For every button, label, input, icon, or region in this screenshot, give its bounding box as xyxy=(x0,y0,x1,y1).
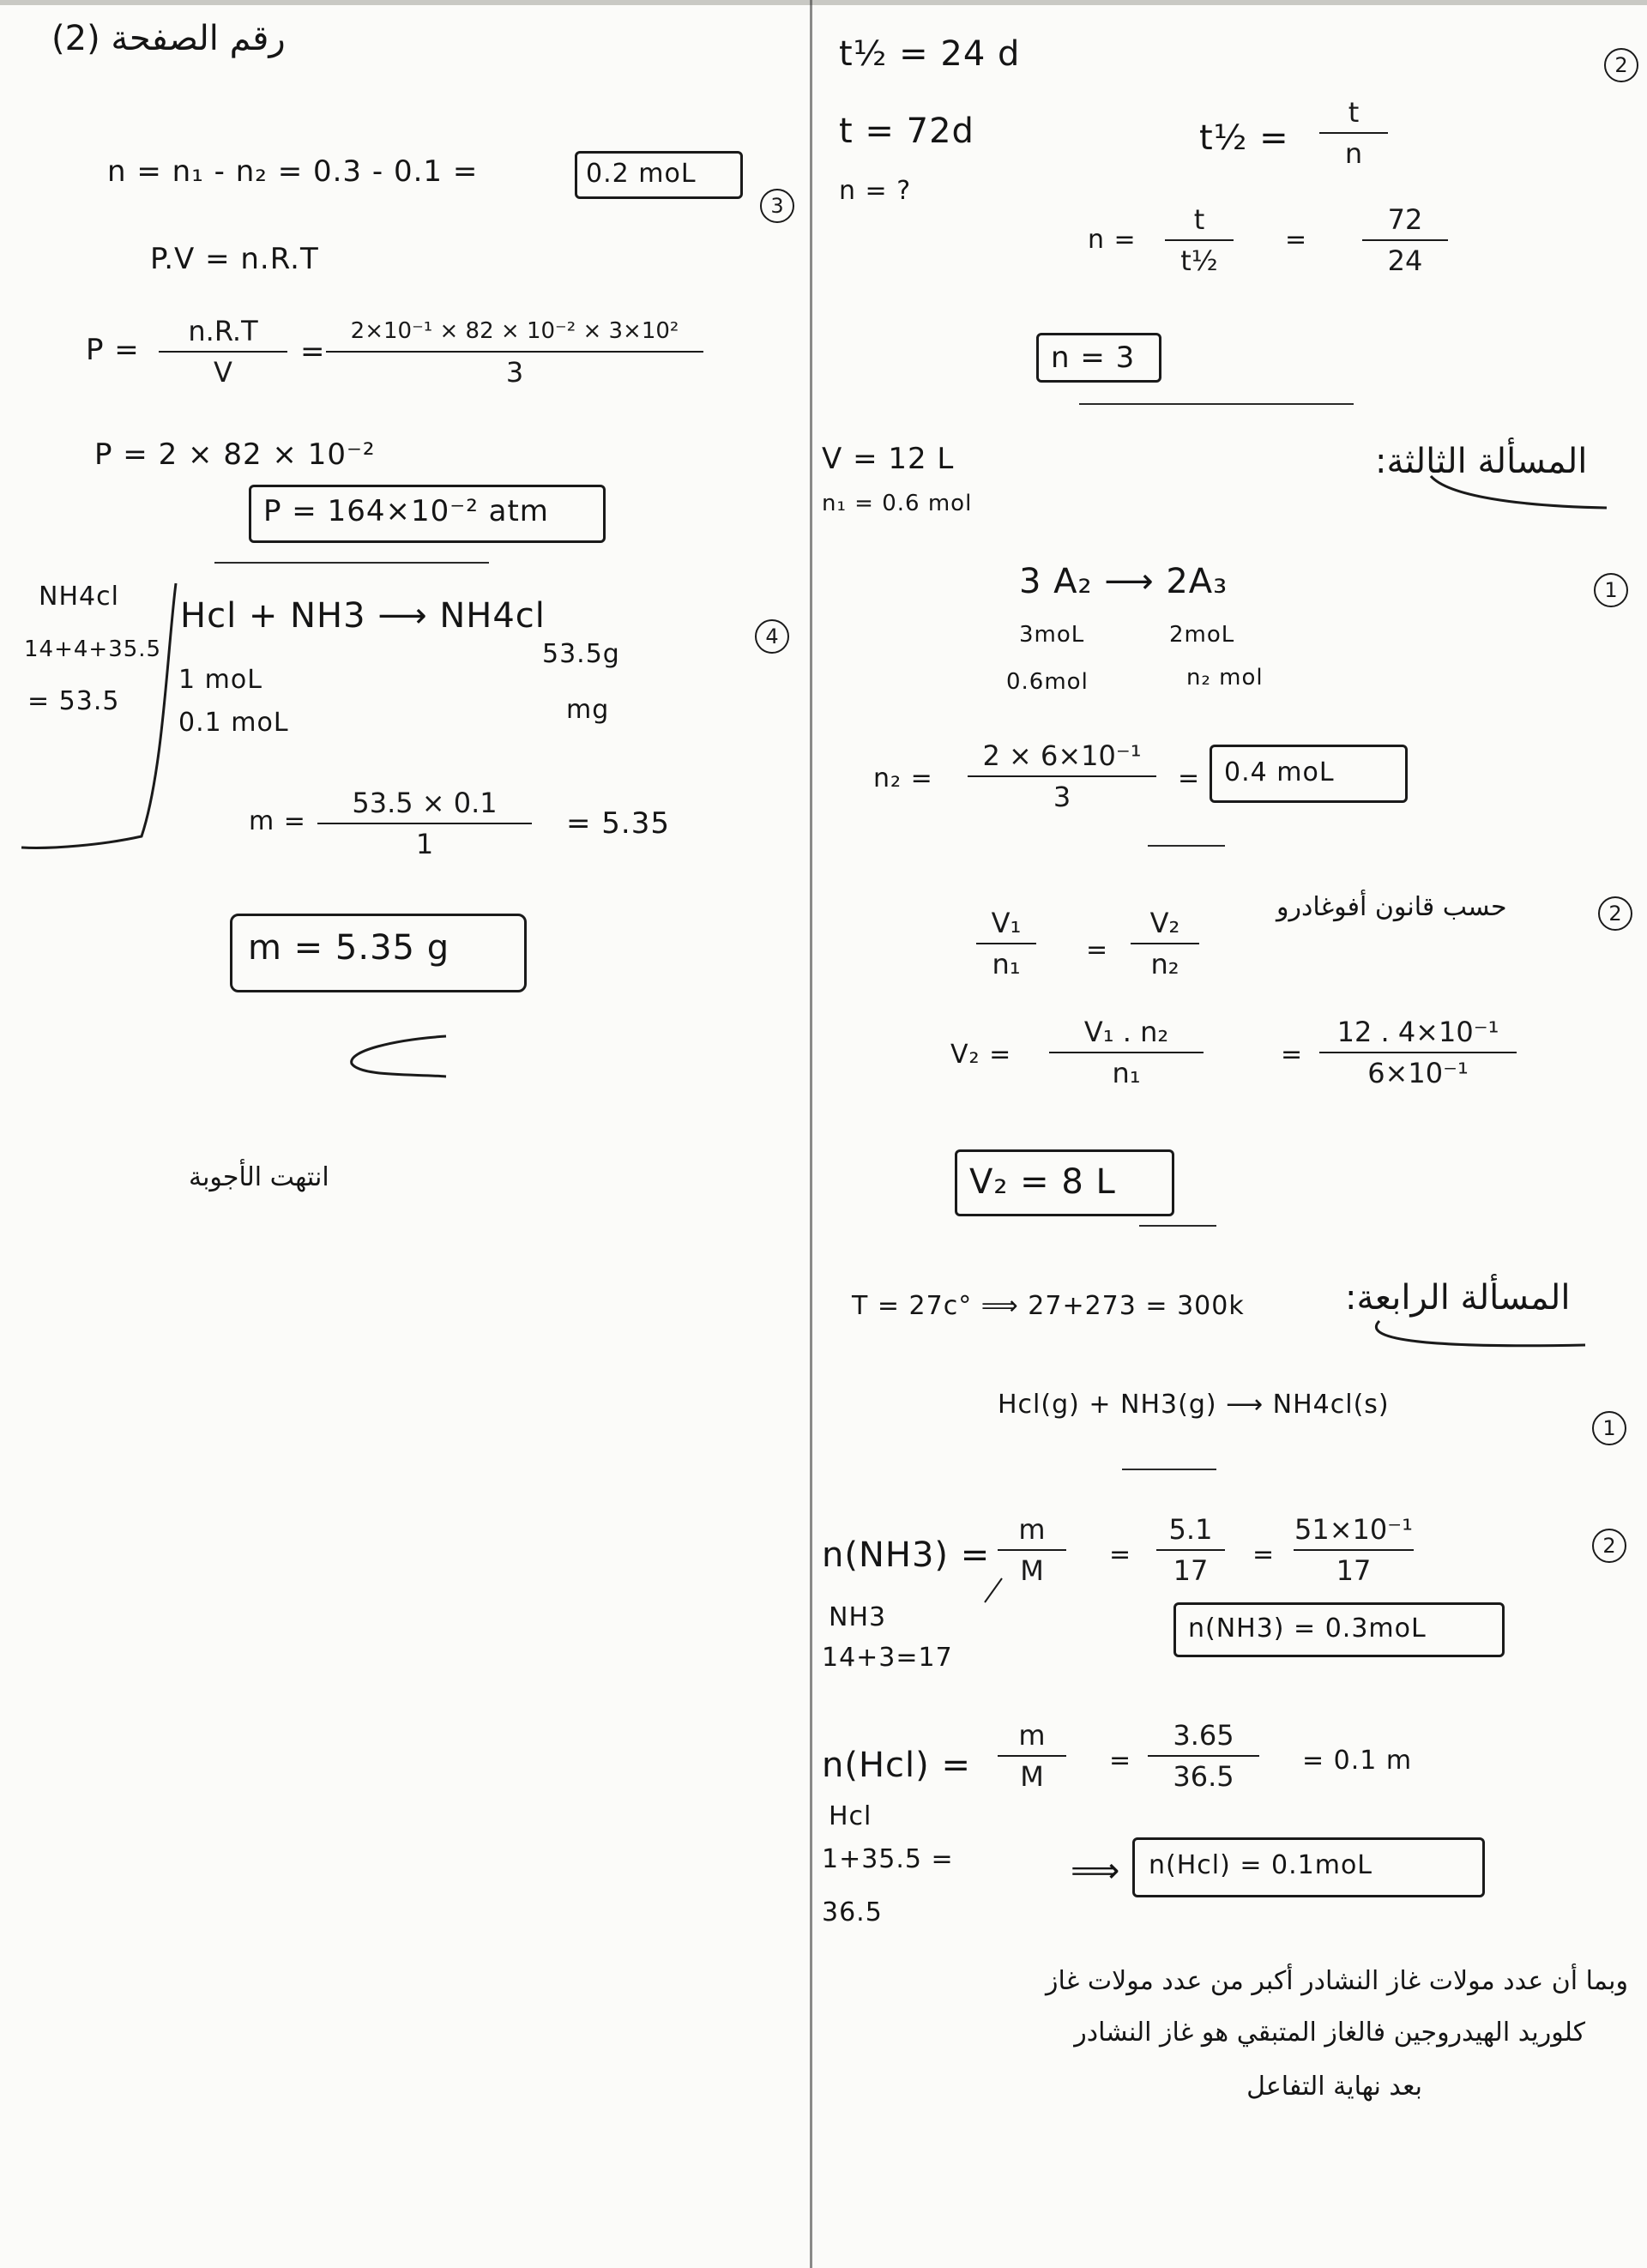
q4-mol-reference: 1 moL xyxy=(178,665,262,695)
q2-n-numerator: t xyxy=(1193,203,1205,236)
s4-hcl-result: n(Hcl) = 0.1moL xyxy=(1149,1850,1373,1880)
left-column xyxy=(0,0,810,2268)
equals-sign: = xyxy=(1086,935,1109,965)
left-handwritten-strokes xyxy=(0,0,810,2268)
s4-nh3-scientific-den: 17 xyxy=(1336,1554,1372,1587)
s3-v2-sub-denominator: 6×10⁻¹ xyxy=(1367,1057,1469,1089)
equals-sign: = xyxy=(1109,1746,1132,1776)
s4-nh3-formula-den: M xyxy=(1020,1554,1044,1587)
equals-sign: = xyxy=(1109,1540,1132,1570)
s4-nh3-scientific-num: 51×10⁻¹ xyxy=(1294,1513,1413,1546)
q2-n-denominator: t½ xyxy=(1180,244,1218,277)
q4-m-numerator: 53.5 × 0.1 xyxy=(352,787,498,819)
q3-p-sub-numerator: 2×10⁻¹ × 82 × 10⁻² × 3×10² xyxy=(350,318,679,344)
q4-number-badge: 4 xyxy=(755,619,789,654)
s3-avogadro-v1: V₁ xyxy=(991,907,1022,939)
equals-sign: = xyxy=(300,335,326,369)
q2-half-life: t½ = 24 d xyxy=(839,34,1021,74)
s4-hcl-value-result: = 0.1 m xyxy=(1302,1746,1413,1776)
s3-n2-numerator: 2 × 6×10⁻¹ xyxy=(982,739,1142,772)
s4-hcl-value-den: 36.5 xyxy=(1173,1760,1234,1793)
s3-avogadro-n2: n₂ xyxy=(1150,948,1179,980)
s3-v2-numerator: V₁ . n₂ xyxy=(1083,1016,1169,1048)
s4-nh3-formula-num: m xyxy=(1018,1513,1046,1546)
q3-p-sub-denominator: 3 xyxy=(505,356,524,389)
s4-conclusion-line2: كلوريد الهيدروجين فالغاز المتبقي هو غاز النشادر xyxy=(1074,2018,1585,2048)
s4-temperature: T = 27c° ⟹ 27+273 = 300k xyxy=(852,1291,1245,1321)
q2-n-value-denominator: 24 xyxy=(1387,244,1423,277)
q3-p-label: P = xyxy=(86,333,140,367)
q4-mol-given: 0.1 moL xyxy=(178,708,289,738)
section3-title: المسألة الثالثة: xyxy=(1375,442,1588,481)
s3-v2-sub-numerator: 12 . 4×10⁻¹ xyxy=(1336,1016,1499,1048)
s3-part1-badge: 1 xyxy=(1594,573,1628,607)
bracket-stroke xyxy=(21,583,176,847)
s4-hcl-molar-sum: 1+35.5 = xyxy=(822,1844,954,1874)
implies-arrow: ⟹ xyxy=(1071,1851,1121,1891)
s3-reaction: 3 A₂ ⟶ 2A₃ xyxy=(1019,562,1228,601)
s3-coef1: 3moL xyxy=(1019,622,1085,648)
q3-p-line2: P = 2 × 82 × 10⁻² xyxy=(94,437,376,472)
s3-avogadro-n1: n₁ xyxy=(992,948,1021,980)
s3-v2-label: V₂ = xyxy=(950,1040,1012,1070)
q2-time: t = 72d xyxy=(839,112,974,151)
section3-underline-stroke xyxy=(1431,476,1607,508)
right-handwritten-strokes xyxy=(813,0,1647,2268)
s3-part2-text: حسب قانون أفوغادرو xyxy=(1276,892,1507,922)
q2-formula-denominator: n xyxy=(1344,137,1363,170)
s3-volume: V = 12 L xyxy=(822,442,955,476)
s4-hcl-formula-num: m xyxy=(1018,1719,1046,1752)
q4-m-label: m = xyxy=(249,806,306,836)
s4-hcl-molar-total: 36.5 xyxy=(822,1897,883,1927)
q2-formula-lhs: t½ = xyxy=(1199,118,1289,158)
q4-reaction: Hcl + NH3 ⟶ NH4cl xyxy=(180,596,546,636)
q3-gas-law: P.V = n.R.T xyxy=(150,242,319,276)
s3-avogadro-v2: V₂ xyxy=(1149,907,1180,939)
s3-unknown: n₂ mol xyxy=(1186,665,1264,691)
q3-p-denominator: V xyxy=(214,356,232,389)
equals-sign: = xyxy=(1178,763,1201,793)
column-divider xyxy=(810,0,812,2268)
q3-number-badge: 3 xyxy=(760,189,794,223)
q2-n-label: n = xyxy=(1088,225,1137,255)
molar-mass-arrow-stroke xyxy=(985,1578,1002,1602)
s4-nh3-value-den: 17 xyxy=(1173,1554,1209,1587)
s4-part1-badge: 1 xyxy=(1592,1411,1626,1445)
section4-title: المسألة الرابعة: xyxy=(1345,1278,1571,1318)
q4-mass-reference: 53.5g xyxy=(542,639,620,669)
q4-molar-total: = 53.5 xyxy=(27,686,120,716)
s4-nh3-molar-title: NH3 xyxy=(829,1602,887,1632)
q3-moles-line: n = n₁ - n₂ = 0.3 - 0.1 = xyxy=(107,154,479,189)
s3-part2-badge: 2 xyxy=(1598,896,1632,931)
s4-hcl-molar-title: Hcl xyxy=(829,1801,872,1831)
s4-hcl-label: n(Hcl) = xyxy=(822,1746,971,1785)
q4-m-denominator: 1 xyxy=(415,828,434,860)
s4-nh3-value-num: 5.1 xyxy=(1168,1513,1213,1546)
q2-number-badge: 2 xyxy=(1604,48,1638,82)
s4-nh3-label: n(NH3) = xyxy=(822,1535,991,1575)
q4-m-value: = 5.35 xyxy=(566,806,670,841)
page-header: رقم الصفحة (2) xyxy=(51,19,286,58)
q3-moles-result: 0.2 moL xyxy=(586,159,697,189)
s3-coef2: 2moL xyxy=(1169,622,1235,648)
s3-v2-denominator: n₁ xyxy=(1112,1057,1141,1089)
s3-n2-result: 0.4 moL xyxy=(1224,757,1335,787)
s3-given: 0.6mol xyxy=(1006,669,1089,695)
q2-n-unknown: n = ? xyxy=(839,176,912,206)
s4-hcl-formula-den: M xyxy=(1020,1760,1044,1793)
s4-nh3-molar-sum: 14+3=17 xyxy=(822,1643,953,1673)
equals-sign: = xyxy=(1252,1540,1276,1570)
s4-conclusion-line3: بعد نهاية التفاعل xyxy=(1246,2072,1422,2102)
q2-n-equals: = xyxy=(1285,225,1308,255)
s4-part2-badge: 2 xyxy=(1592,1529,1626,1563)
q2-formula-numerator: t xyxy=(1348,96,1360,129)
q4-molar-sum: 14+4+35.5 xyxy=(24,636,162,662)
q3-p-numerator: n.R.T xyxy=(188,315,258,347)
s4-hcl-value-num: 3.65 xyxy=(1173,1719,1234,1752)
s3-moles: n₁ = 0.6 mol xyxy=(822,491,973,516)
q4-molar-title: NH4cl xyxy=(39,582,119,612)
q2-n-value-numerator: 72 xyxy=(1387,203,1423,236)
s4-conclusion-line1: وبما أن عدد مولات غاز النشادر أكبر من عدد مولات غاز xyxy=(1046,1966,1628,1996)
flourish-stroke xyxy=(352,1036,446,1077)
s3-n2-label: n₂ = xyxy=(873,763,933,793)
q4-m-result: m = 5.35 g xyxy=(248,928,450,968)
s4-nh3-result: n(NH3) = 0.3moL xyxy=(1188,1614,1427,1644)
q4-mass-unknown: mg xyxy=(566,695,610,725)
s4-reaction: Hcl(g) + NH3(g) ⟶ NH4cl(s) xyxy=(998,1390,1390,1420)
q2-n-result: n = 3 xyxy=(1051,341,1136,375)
s3-v2-result: V₂ = 8 L xyxy=(969,1162,1116,1202)
q3-p-result: P = 164×10⁻² atm xyxy=(263,494,549,528)
equals-sign: = xyxy=(1281,1040,1304,1070)
end-of-answers: انتهت الأجوبة xyxy=(189,1162,329,1192)
s3-n2-denominator: 3 xyxy=(1053,781,1071,813)
right-column xyxy=(813,0,1647,2268)
section4-underline-stroke xyxy=(1376,1321,1585,1346)
